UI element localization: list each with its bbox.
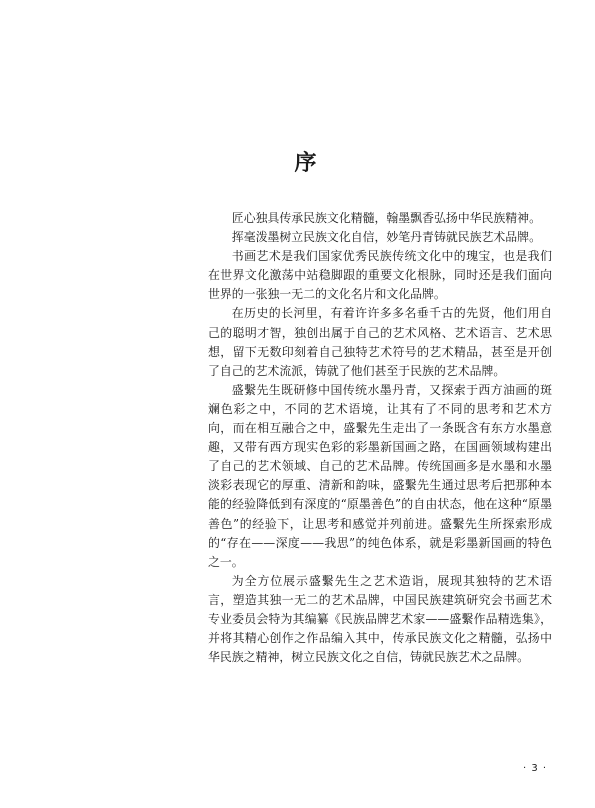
paragraph-motto-1: 匠心独具传承民族文化精髓，翰墨飘香弘扬中华民族精神。	[231, 211, 541, 225]
preface-title: 序	[294, 150, 317, 176]
paragraph-collection: 为全方位展示盛繫先生之艺术造诣，展现其独特的艺术语言，塑造其独一无二的艺术品牌，中国民族建筑研究会书画艺术专业委员会特为其编纂《民族品牌艺术家——盛繫作品精选集》，并将其精心创作之作品编入其中，传承民族文化之精髓，弘扬中华民族之精神，树立民族文化之自信，铸就民族艺术之品牌。	[208, 573, 552, 665]
page-number: · 3 ·	[523, 763, 548, 774]
paragraph-motto-2: 挥毫泼墨树立民族文化自信，妙笔丹青铸就民族艺术品牌。	[231, 230, 541, 245]
paragraph-history: 在历史的长河里，有着许许多多名垂千古的先贤，他们用自己的聪明才智，独创出属于自己的艺术风格、艺术语言、艺术思想，留下无数印刻着自己独特艺术符号的艺术精品，甚至是开创了自己的艺术流派，铸就了他们甚至于民族的艺术品牌。	[208, 306, 552, 378]
paragraph-calligraphy-heritage: 书画艺术是我们国家优秀民族传统文化中的瑰宝，也是我们在世界文化激荡中站稳脚跟的重要文化根脉，同时还是我们面向世界的一张独一无二的文化名片和文化品牌。	[208, 249, 552, 302]
preface-body	[208, 209, 552, 667]
paragraph-artist-style: 盛繫先生既研修中国传统水墨丹青，又探索于西方油画的斑斓色彩之中，不同的艺术语境，让其有了不同的思考和艺术方向，而在相互融合之中，盛繫先生走出了一条既含有东方水墨意趣，又带有西方现实色彩的彩墨新国画之路，在国画领域构建出了自己的艺术领域、自己的艺术品牌。传统国画多是水墨和水墨淡彩表现它的厚重、清新和韵味，盛繫先生通过思考后把那种本能的经验降低到有深度的“原墨善色”的自由状态，他在这种“原墨善色”的经验下，让思考和感觉并列前进。盛繫先生所探索形成的“存在——深度——我思”的纯色体系，就是彩墨新国画的特色之一。	[208, 382, 552, 569]
